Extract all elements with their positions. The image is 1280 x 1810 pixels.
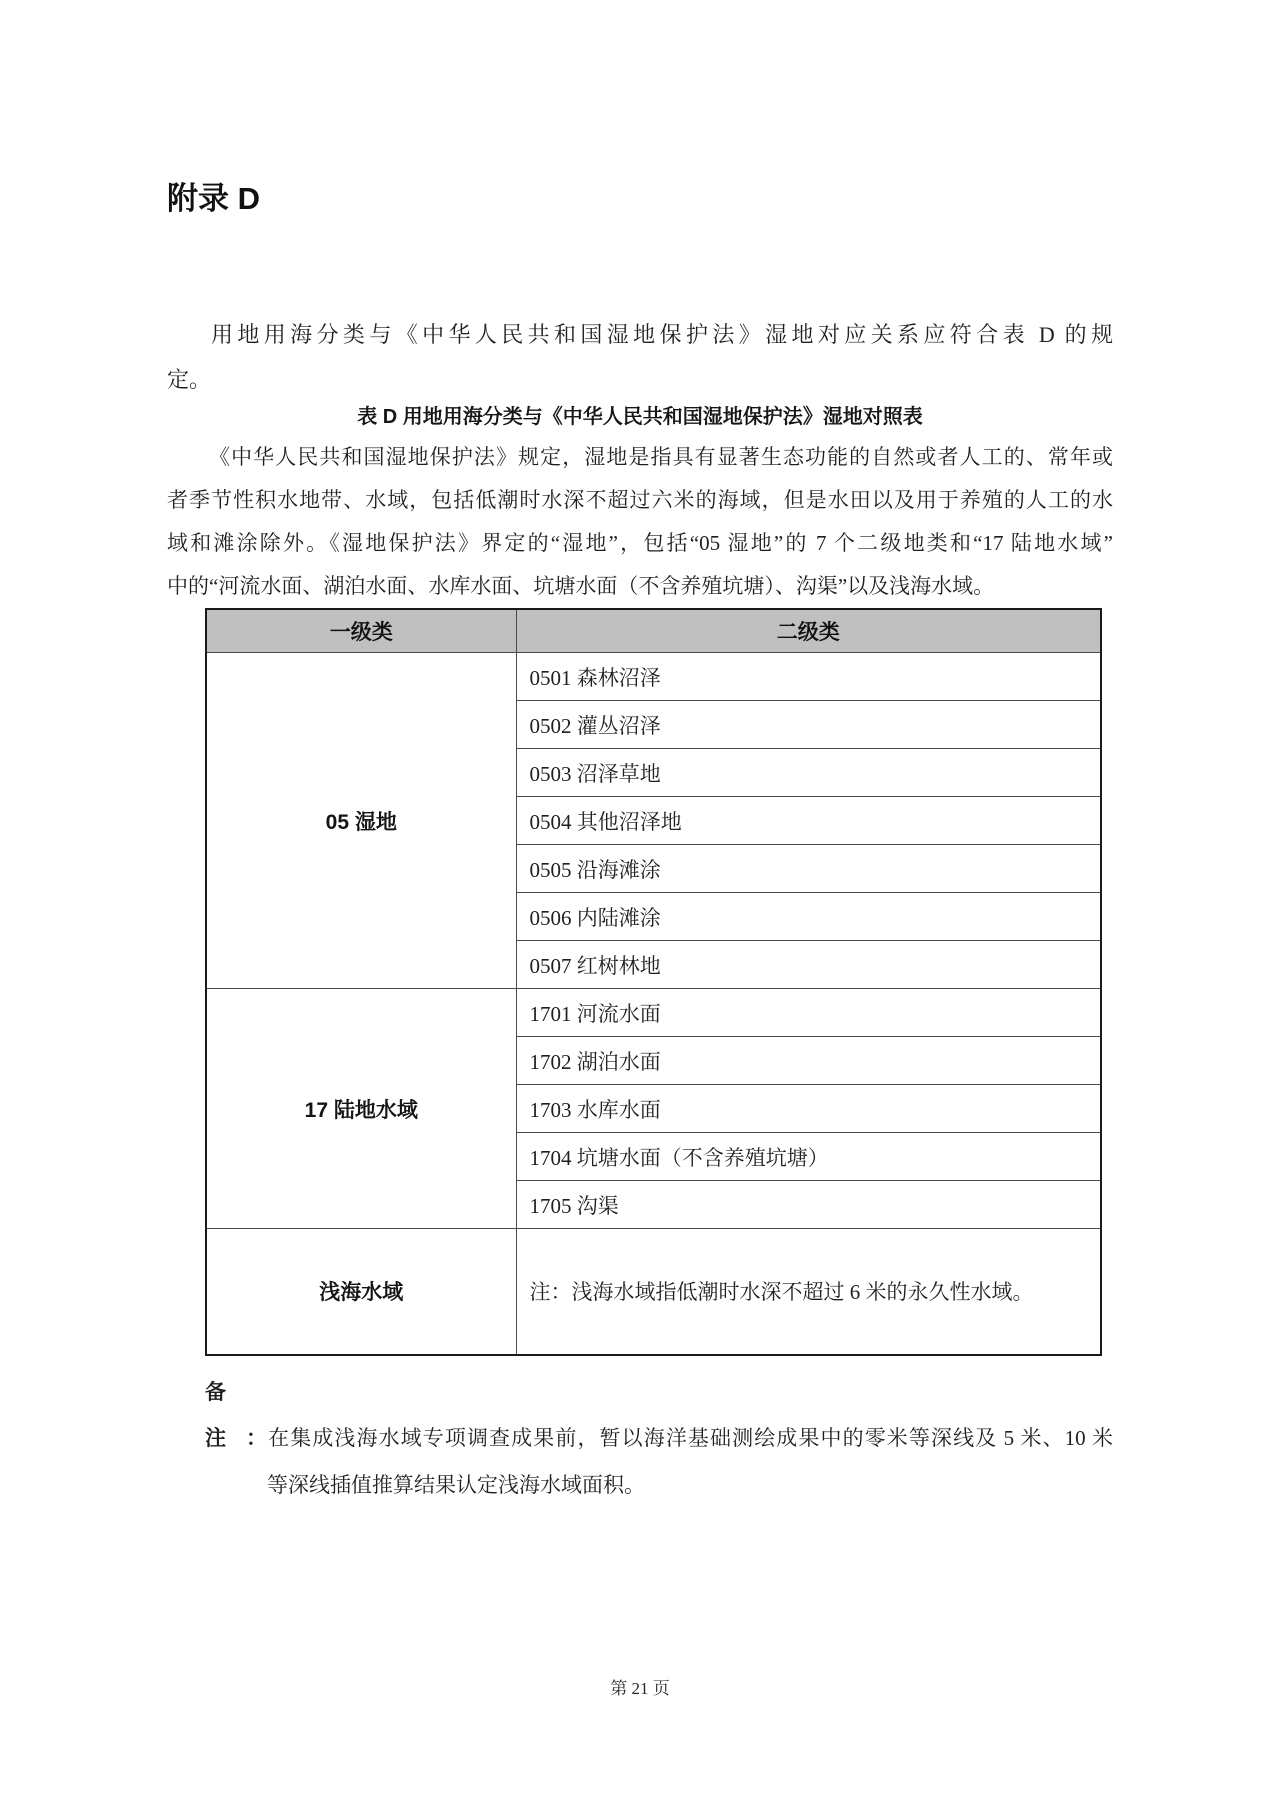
description-line-4: 中的“河流水面、湖泊水面、水库水面、坑塘水面（不含养殖坑塘）、沟渠”以及浅海水域。 <box>167 574 995 598</box>
level1-cell-17-inland-waters: 17 陆地水域 <box>206 989 516 1229</box>
level2-cell: 0506 内陆滩涂 <box>516 893 1101 941</box>
level2-column-header: 二级类 <box>516 609 1101 653</box>
description-line-1: 《中华人民共和国湿地保护法》规定，湿地是指具有显著生态功能的自然或者人工的、常年或 <box>209 445 1113 469</box>
level1-cell-05-wetland: 05 湿地 <box>206 653 516 989</box>
level2-note-cell: 注：浅海水域指低潮时水深不超过 6 米的永久性水域。 <box>516 1229 1101 1355</box>
remark-text-line-1: 在集成浅海水域专项调查成果前，暂以海洋基础测绘成果中的零米等深线及 5 米、10 米 <box>267 1426 1113 1450</box>
level2-cell: 0503 沼泽草地 <box>516 749 1101 797</box>
level2-cell: 1702 湖泊水面 <box>516 1037 1101 1085</box>
wetland-mapping-table <box>205 608 1102 1356</box>
table-header-row <box>206 609 1101 653</box>
remark-line-2: 等深线插值推算结果认定浅海水域面积。 <box>267 1473 645 1497</box>
description-line-3: 域和滩涂除外。《湿地保护法》界定的“湿地”，包括“05 湿地”的 7 个二级地类和“17 陆地水域” <box>167 531 1113 555</box>
level2-cell: 0507 红树林地 <box>516 941 1101 989</box>
level2-cell: 1705 沟渠 <box>516 1181 1101 1229</box>
remark-line-1 <box>205 1370 1113 1462</box>
page-number: 第 21 页 <box>610 1679 670 1698</box>
appendix-heading: 附录 D <box>167 181 260 216</box>
level2-cell: 0505 沿海滩涂 <box>516 845 1101 893</box>
level2-cell: 1703 水库水面 <box>516 1085 1101 1133</box>
intro-line-2: 定。 <box>167 367 212 392</box>
intro-paragraph <box>167 312 1113 402</box>
description-paragraph <box>167 436 1113 608</box>
intro-line-1: 用地用海分类与《中华人民共和国湿地保护法》湿地对应关系应符合表 D 的规 <box>211 322 1113 347</box>
level2-cell: 0501 森林沼泽 <box>516 653 1101 701</box>
description-line-2: 者季节性积水地带、水域，包括低潮时水深不超过六米的海域，但是水田以及用于养殖的人工的水 <box>167 488 1113 512</box>
level2-cell: 0504 其他沼泽地 <box>516 797 1101 845</box>
table-row <box>206 989 1101 1037</box>
level1-cell-shallow-sea: 浅海水域 <box>206 1229 516 1355</box>
table-row <box>206 653 1101 701</box>
remark-block <box>205 1370 1113 1508</box>
level2-cell: 1704 坑塘水面（不含养殖坑塘） <box>516 1133 1101 1181</box>
table-row <box>206 1229 1101 1355</box>
level2-cell: 1701 河流水面 <box>516 989 1101 1037</box>
table-caption: 表 D 用地用海分类与《中华人民共和国湿地保护法》湿地对照表 <box>357 406 923 428</box>
level1-column-header: 一级类 <box>206 609 516 653</box>
level2-cell: 0502 灌丛沼泽 <box>516 701 1101 749</box>
remark-label: 备注： <box>205 1381 267 1450</box>
